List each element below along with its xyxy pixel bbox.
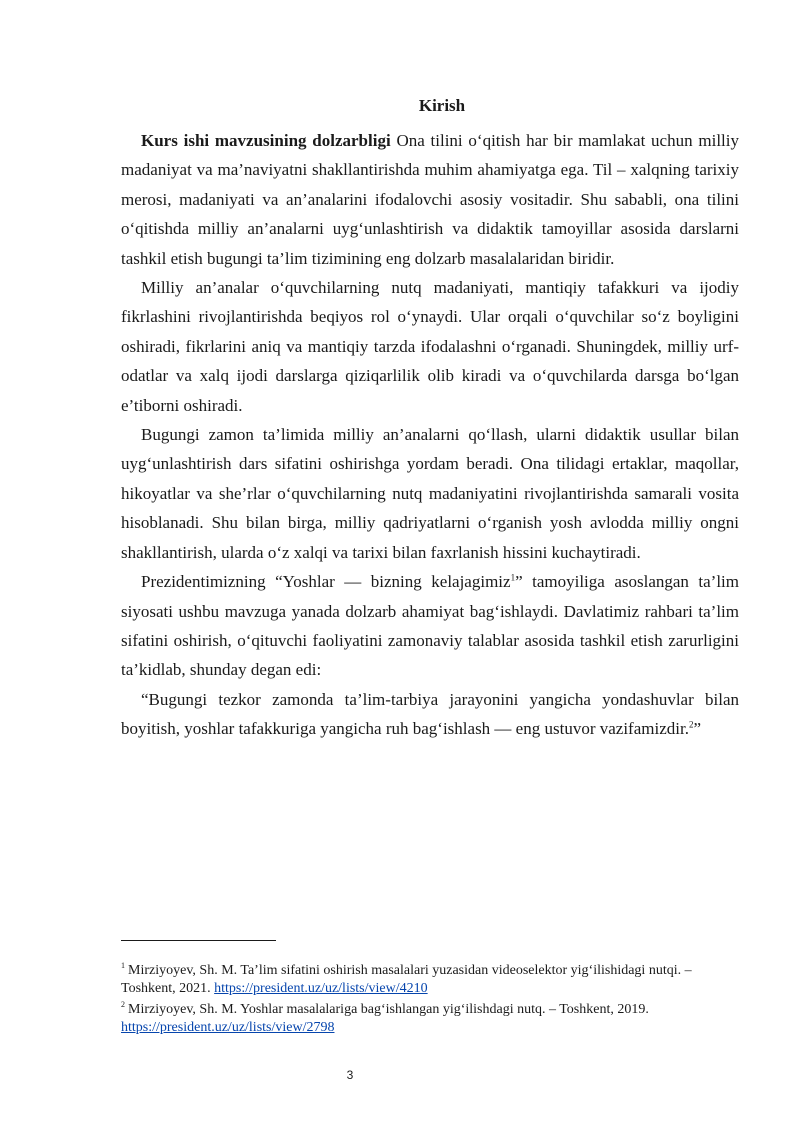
footnote-number: 1 xyxy=(121,961,125,971)
footnote-ref-1[interactable]: 1 xyxy=(510,572,516,583)
footnote-text: Mirziyoyev, Sh. M. Ta’lim sifatini oshirish masalalari yuzasidan videoselektor yig‘ilishidagi nutqi. – Toshkent, 2021. xyxy=(121,963,692,996)
quote-text: “Bugungi tezkor zamonda ta’lim-tarbiya jarayonini yangicha yondashuvlar bilan boyitish, yoshlar tafakkuriga yangicha ruh bag‘ishlash — eng ustuvor vazifamizdir. xyxy=(121,689,739,739)
footnote-text: Mirziyoyev, Sh. M. Yoshlar masalalariga bag‘ishlangan yig‘ilishdagi nutq. – Toshkent, 2019. xyxy=(128,1002,649,1017)
paragraph-relevance xyxy=(121,126,739,273)
paragraph-lead: Kurs ishi mavzusining dolzarbligi xyxy=(141,131,391,150)
footnotes xyxy=(121,962,739,1040)
paragraph-modern-education: Bugungi zamon ta’limida milliy an’analarni qo‘llash, ularni didaktik usullar bilan uyg‘unlashtirish dars sifatini oshirishga yordam beradi. Ona tilidagi ertaklar, maqollar, hikoyatlar va she’rlar o‘quvchilarning nutq madaniyatini rivojlantirishda samarali vosita hisoblanadi. Shu bilan birga, milliy qadriyatlarni o‘rganish yosh avlodda milliy ongni shakllantirish, ularda o‘z xalqi va tarixi bilan faxrlanish hissini kuchaytiradi. xyxy=(121,425,739,562)
footnote-2 xyxy=(121,1001,739,1036)
section-heading: Kirish xyxy=(418,96,466,115)
paragraph-text: Ona tilini o‘qitish har bir mamlakat uchun milliy madaniyat va ma’naviyatni shakllantirishda muhim ahamiyatga ega. Til – xalqning tarixiy merosi, madaniyati va an’analarini ifodalovchi asosiy vositadir. Shu sababli, ona tilini o‘qitishda milliy an’analarni uyg‘unlashtirish va didaktik tamoyillar asosida darslarni tashkil etish bugungi ta’lim tizimining eng dolzarb masalalaridan biridir. xyxy=(121,131,739,268)
footnote-number: 2 xyxy=(121,1000,125,1010)
page-number: 3 xyxy=(346,1068,354,1082)
paragraph-text: ” tamoyiliga asoslangan ta’lim siyosati ushbu mavzuga yanada dolzarb ahamiyat bag‘ishlaydi. Davlatimiz rahbari ta’lim sifatini oshirish, o‘qituvchi faoliyatini zamonaviy talablar asosida tashkil etish zarurligini ta’kidlab, shunday degan edi: xyxy=(121,572,739,680)
footnote-link-2[interactable]: https://president.uz/uz/lists/view/2798 xyxy=(121,1019,335,1035)
paragraph-traditions: Milliy an’analar o‘quvchilarning nutq madaniyati, mantiqiy tafakkuri va ijodiy fikrlashini rivojlantirishda beqiyos rol o‘ynaydi. Ular orqali o‘quvchilar so‘z boyligini oshiradi, fikrlarini aniq va mantiqiy tarzda ifodalashni o‘rganadi. Shuningdek, milliy urf-odatlar va xalq ijodi darslarga qiziqarlilik olib kiradi va o‘quvchilarda darsga bo‘lgan e’tiborni oshiradi. xyxy=(121,278,739,415)
paragraph-text: Prezidentimizning “Yoshlar — bizning kelajagimiz xyxy=(141,572,511,592)
footnote-1 xyxy=(121,962,739,997)
paragraph-quote xyxy=(121,685,739,744)
quote-close: ” xyxy=(693,719,701,739)
footnote-ref-2[interactable]: 2 xyxy=(688,719,694,730)
paragraph-president xyxy=(121,567,739,685)
body-text xyxy=(121,126,739,744)
footnote-separator xyxy=(121,940,276,941)
footnote-link-1[interactable]: https://president.uz/uz/lists/view/4210 xyxy=(214,980,428,996)
